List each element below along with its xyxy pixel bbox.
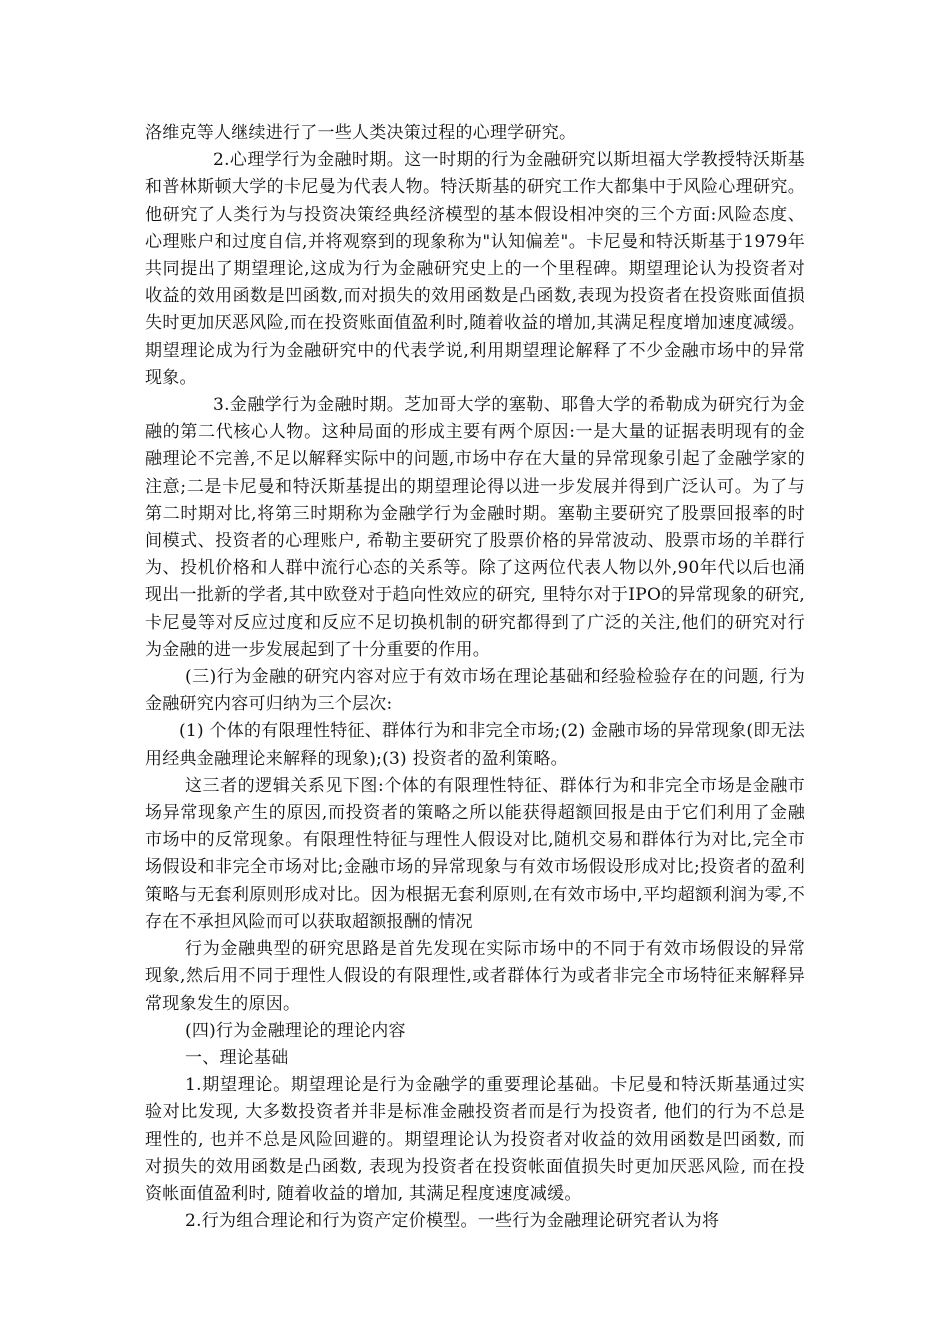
paragraph-research-approach: 行为金融典型的研究思路是首先发现在实际市场中的不同于有效市场假设的异常现象,然后用不同于理性人假设的有限理性,或者群体行为或者非完全市场特征来解释异常现象发生的原因。	[145, 939, 805, 1014]
paragraph-psychology-period: 2.心理学行为金融时期。这一时期的行为金融研究以斯坦福大学教授特沃斯基和普林斯顿大学的卡尼曼为代表人物。特沃斯基的研究工作大都集中于风险心理研究。他研究了人类行为与投资决策经典经济模型的基本假设相冲突的三个方面:风险态度、心理账户和过度自信,并将观察到的现象称为"认知偏差"。卡尼曼和特沃斯基于1979年共同提出了期望理论,这成为行为金融研究史上的一个里程碑。期望理论认为投资者对收益的效用函数是凹函数,而对损失的效用函数是凸函数,表现为投资者在投资账面值损失时更加厌恶风险,而在投资账面值盈利时,随着收益的增加,其满足程度增加速度减缓。期望理论成为行为金融研究中的代表学说,利用期望理论解释了不少金融市场中的异常现象。	[145, 150, 805, 388]
paragraph-research-content-heading: (三)行为金融的研究内容对应于有效市场在理论基础和经验检验存在的问题, 行为金融研究内容可归纳为三个层次:	[145, 667, 805, 715]
section-heading-theory-content: (四)行为金融理论的理论内容	[185, 1020, 406, 1041]
section-heading-theory-basis: 一、理论基础	[185, 1047, 289, 1068]
paragraph-expectation-theory: 1.期望理论。期望理论是行为金融学的重要理论基础。卡尼曼和特沃斯基通过实验对比发现, 大多数投资者并非是标准金融投资者而是行为投资者, 他们的行为不总是理性的, 也并不总是风险回避的。期望理论认为投资者对收益的效用函数是凹函数, 而对损失的效用函数是凸函数, 表现为投资者在投资帐面值损失时更加厌恶风险, 而在投资帐面值盈利时, 随着收益的增加, 其满足程度速度减缓。	[145, 1075, 805, 1204]
paragraph-finance-period: 3.金融学行为金融时期。芝加哥大学的塞勒、耶鲁大学的希勒成为研究行为金融的第二代核心人物。这种局面的形成主要有两个原因:一是大量的证据表明现有的金融理论不完善,不足以解释实际中的问题,市场中存在大量的异常现象引起了金融学家的注意;二是卡尼曼和特沃斯基提出的期望理论得以进一步发展并得到广泛认可。为了与第二时期对比,将第三时期称为金融学行为金融时期。塞勒主要研究了股票回报率的时间模式、投资者的心理账户, 希勒主要研究了股票价格的异常波动、股票市场的羊群行为、投机价格和人群中流行心态的关系等。除了这两位代表人物以外,90年代以后也涌现出一批新的学者,其中欧登对于趋向性效应的研究, 里特尔对于IPO的异常现象的研究, 卡尼曼等对反应过度和反应不足切换机制的研究都得到了广泛的关注,他们的研究对行为金融的进一步发展起到了十分重要的作用。	[145, 395, 805, 660]
paragraph-behavioral-portfolio: 2.行为组合理论和行为资产定价模型。一些行为金融理论研究者认为将	[185, 1211, 720, 1232]
document-body	[145, 120, 805, 1235]
paragraph-continuation: 洛维克等人继续进行了一些人类决策过程的心理学研究。	[145, 123, 577, 143]
paragraph-three-levels: (1) 个体的有限理性特征、群体行为和非完全市场;(2) 金融市场的异常现象(即无法用经典金融理论来解释的现象);(3) 投资者的盈利策略。	[145, 721, 805, 769]
paragraph-logic-relation: 这三者的逻辑关系见下图:个体的有限理性特征、群体行为和非完全市场是金融市场异常现象产生的原因,而投资者的策略之所以能获得超额回报是由于它们利用了金融市场中的反常现象。有限理性特征与理性人假设对比,随机交易和群体行为对比,完全市场假设和非完全市场对比;金融市场的异常现象与有效市场假设形成对比;投资者的盈利策略与无套利原则形成对比。因为根据无套利原则,在有效市场中,平均超额利润为零,不存在不承担风险而可以获取超额报酬的情况	[145, 775, 805, 932]
